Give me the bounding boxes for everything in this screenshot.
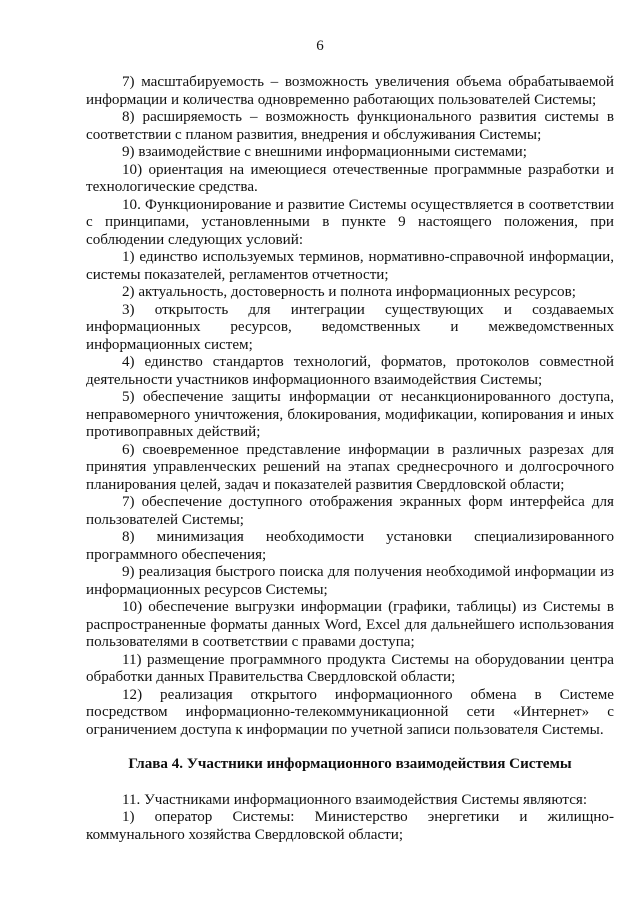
paragraph: 7) масштабируемость – возможность увеличения объема обрабатываемой информации и количества одновременно работающих пользователей Системы;	[86, 74, 614, 108]
paragraph: 11) размещение программного продукта Системы на оборудовании центра обработки данных Правительства Свердловской области;	[86, 651, 614, 685]
paragraph: 5) обеспечение защиты информации от несанкционированного доступа, неправомерного уничтожения, блокирования, модификации, копирования и иных противоправных действий;	[86, 389, 614, 440]
document-body	[86, 74, 614, 844]
paragraph: 8) расширяемость – возможность функционального развития системы в соответствии с планом развития, внедрения и обслуживания Системы;	[86, 109, 614, 143]
paragraph: 10. Функционирование и развитие Системы осуществляется в соответствии с принципами, установленными в пункте 9 настоящего положения, при соблюдении следующих условий:	[86, 196, 614, 248]
paragraph: 12) реализация открытого информационного обмена в Системе посредством информационно-телекоммуникационной сети «Интернет» с ограничением доступа к информации по учетной записи пользователя Системы.	[86, 686, 614, 738]
paragraph: 7) обеспечение доступного отображения экранных форм интерфейса для пользователей Системы;	[86, 494, 614, 528]
paragraph: 9) взаимодействие с внешними информационными системами;	[122, 144, 527, 160]
paragraph: 10) ориентация на имеющиеся отечественные программные разработки и технологические средства.	[86, 161, 614, 195]
paragraph: 6) своевременное представление информации в различных разрезах для принятия управленческих решений на этапах среднесрочного и долгосрочного планирования целей, задач и показателей развития Свердловской области;	[86, 441, 614, 493]
paragraph: 1) оператор Системы: Министерство энергетики и жилищно-коммунального хозяйства Свердловской области;	[86, 809, 614, 843]
paragraph: 4) единство стандартов технологий, форматов, протоколов совместной деятельности участников информационного взаимодействия Системы;	[86, 354, 614, 388]
paragraph: 9) реализация быстрого поиска для получения необходимой информации из информационных ресурсов Системы;	[86, 564, 614, 598]
page-number: 6	[316, 38, 324, 54]
paragraph: 1) единство используемых терминов, нормативно-справочной информации, системы показателей, регламентов отчетности;	[86, 249, 614, 283]
paragraph: 8) минимизация необходимости установки специализированного программного обеспечения;	[86, 529, 614, 563]
paragraph: 2) актуальность, достоверность и полнота информационных ресурсов;	[122, 284, 576, 300]
paragraph: 10) обеспечение выгрузки информации (графики, таблицы) из Системы в распространенные форматы данных Word, Excel для дальнейшего использования пользователями в соответствии с правами доступа;	[86, 599, 614, 650]
paragraph: 11. Участниками информационного взаимодействия Системы являются:	[122, 791, 588, 808]
chapter-heading: Глава 4. Участники информационного взаимодействия Системы	[128, 756, 572, 772]
paragraph: 3) открытость для интеграции существующих и создаваемых информационных ресурсов, ведомственных и межведомственных информационных систем;	[86, 301, 614, 353]
